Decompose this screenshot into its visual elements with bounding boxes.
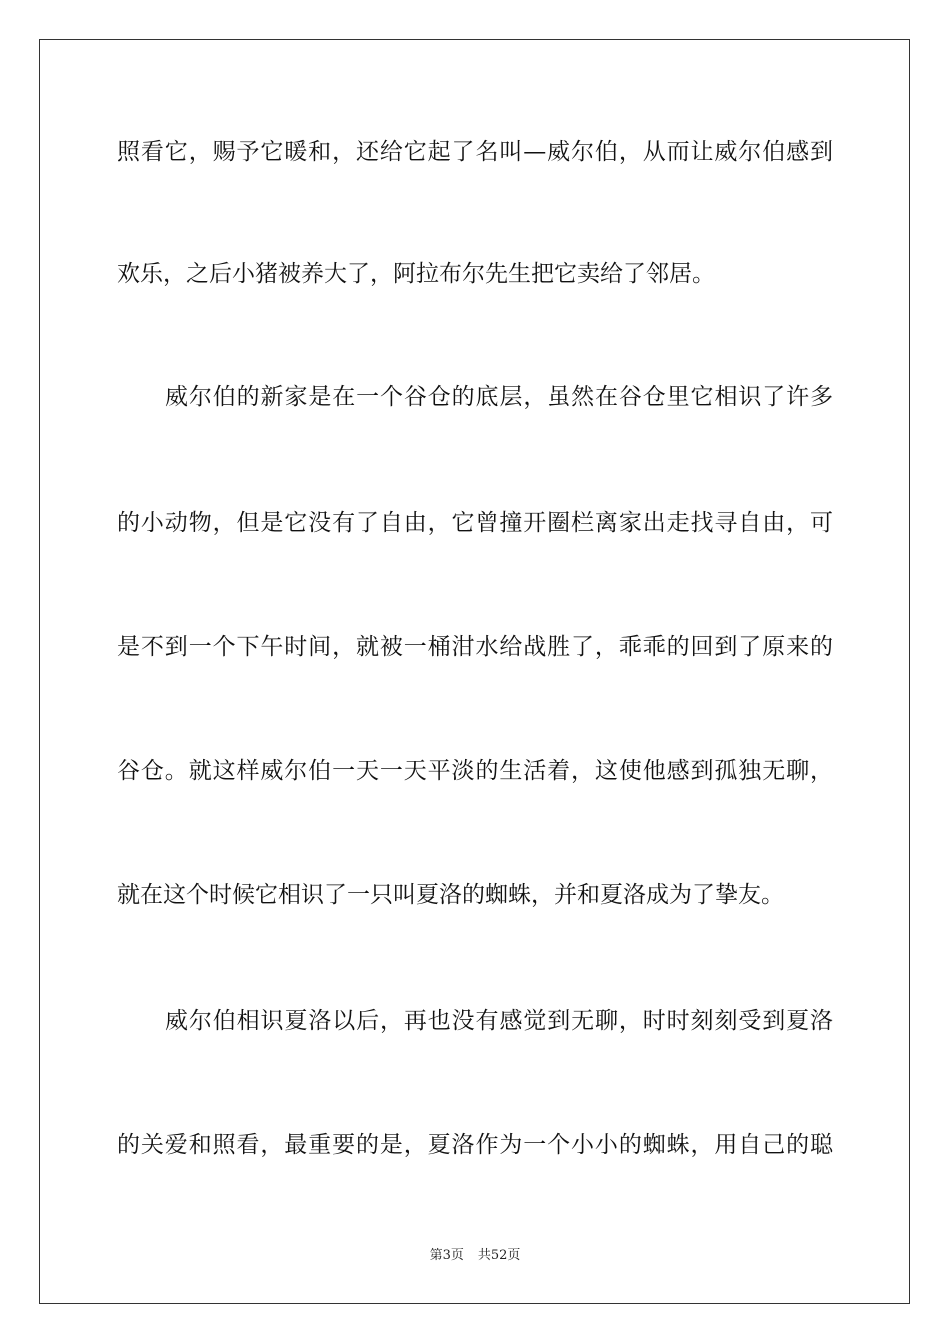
text-line-9: 的关爱和照看，最重要的是，夏洛作为一个小小的蜘蛛，用自己的聪 bbox=[117, 1132, 833, 1158]
text-line-3: 威尔伯的新家是在一个谷仓的底层，虽然在谷仓里它相识了许多 bbox=[165, 384, 833, 410]
text-line-4: 的小动物，但是它没有了自由，它曾撞开圈栏离家出走找寻自由，可 bbox=[117, 510, 833, 536]
page-number: 第3页 bbox=[429, 1248, 464, 1263]
text-line-5: 是不到一个下午时间，就被一桶泔水给战胜了，乖乖的回到了原来的 bbox=[117, 634, 833, 660]
page-border bbox=[39, 39, 910, 1304]
text-line-7: 就在这个时候它相识了一只叫夏洛的蜘蛛，并和夏洛成为了挚友。 bbox=[117, 882, 784, 908]
text-line-2: 欢乐，之后小猪被养大了，阿拉布尔先生把它卖给了邻居。 bbox=[117, 261, 715, 287]
text-line-1: 照看它，赐予它暖和，还给它起了名叫—威尔伯，从而让威尔伯感到 bbox=[117, 139, 833, 165]
text-line-6: 谷仓。就这样威尔伯一天一天平淡的生活着，这使他感到孤独无聊， bbox=[117, 758, 833, 784]
total-pages: 共52页 bbox=[477, 1248, 521, 1263]
page-footer bbox=[0, 1248, 950, 1264]
text-line-8: 威尔伯相识夏洛以后，再也没有感觉到无聊，时时刻刻受到夏洛 bbox=[165, 1008, 833, 1034]
